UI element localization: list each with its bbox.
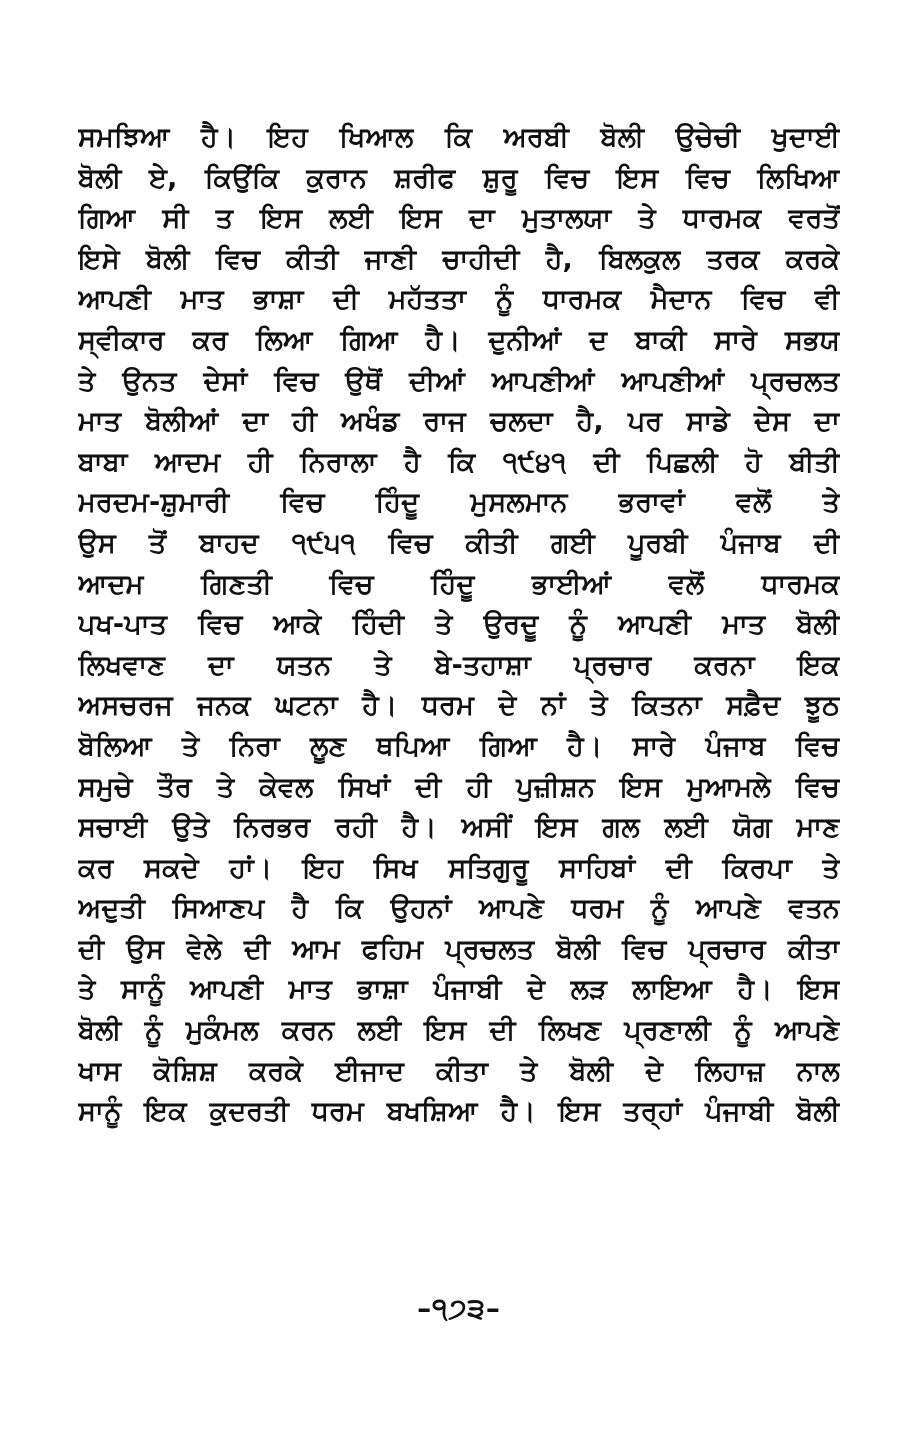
text-line: ਗਿਆ ਸੀ ਤ ਇਸ ਲਈ ਇਸ ਦਾ ਮੁਤਾਲਯਾ ਤੇ ਧਾਰਮਕ ਵਰਤੋਂ [78, 203, 840, 235]
text-line: ਬਾਬਾ ਆਦਮ ਹੀ ਨਿਰਾਲਾ ਹੈ ਕਿ ੧੯੪੧ ਦੀ ਪਿਛਲੀ ਹੋ ਬੀਤੀ [78, 446, 840, 478]
text-line: ਬੋਲੀ ਨੂੰ ਮੁਕੰਮਲ ਕਰਨ ਲਈ ਇਸ ਦੀ ਲਿਖਣ ਪ੍ਰਣਾਲੀ ਨੂੰ ਆਪਣੇ [78, 1015, 840, 1047]
text-line: ਲਿਖਵਾਣ ਦਾ ਯਤਨ ਤੇ ਬੇ-ਤਹਾਸ਼ਾ ਪ੍ਰਚਾਰ ਕਰਨਾ ਇਕ [78, 649, 840, 681]
text-line: ਤੇ ਸਾਨੂੰ ਆਪਣੀ ਮਾਤ ਭਾਸ਼ਾ ਪੰਜਾਬੀ ਦੇ ਲੜ ਲਾਇਆ ਹੈ। ਇਸ [78, 974, 840, 1006]
text-line: ਇਸੇ ਬੋਲੀ ਵਿਚ ਕੀਤੀ ਜਾਣੀ ਚਾਹੀਦੀ ਹੈ, ਬਿਲਕੁਲ ਤਰਕ ਕਰਕੇ [78, 243, 840, 275]
text-line: ਖਾਸ ਕੋਸ਼ਿਸ਼ ਕਰਕੇ ਈਜਾਦ ਕੀਤਾ ਤੇ ਬੋਲੀ ਦੇ ਲਿਹਾਜ਼ ਨਾਲ [78, 1055, 840, 1087]
body-text [78, 118, 840, 1133]
text-line: ਸਮਝਿਆ ਹੈ। ਇਹ ਖਿਆਲ ਕਿ ਅਰਬੀ ਬੋਲੀ ਉਚੇਚੀ ਖੁਦਾਈ [78, 122, 840, 153]
text-line: ਦੀ ਉਸ ਵੇਲੇ ਦੀ ਆਮ ਫਹਿਮ ਪ੍ਰਚਲਤ ਬੋਲੀ ਵਿਚ ਪ੍ਰਚਾਰ ਕੀਤਾ [78, 933, 840, 965]
text-line: ਸਮੁਚੇ ਤੌਰ ਤੇ ਕੇਵਲ ਸਿਖਾਂ ਦੀ ਹੀ ਪੁਜ਼ੀਸ਼ਨ ਇਸ ਮੁਆਮਲੇ ਵਿਚ [78, 771, 840, 803]
text-line: ਪਖ-ਪਾਤ ਵਿਚ ਆਕੇ ਹਿੰਦੀ ਤੇ ਉਰਦੂ ਨੂੰ ਆਪਣੀ ਮਾਤ ਬੋਲੀ [78, 609, 840, 641]
page-number: –੧੭੩– [417, 1292, 501, 1325]
text-line: ਸਾਨੂੰ ਇਕ ਕੁਦਰਤੀ ਧਰਮ ਬਖਸ਼ਿਆ ਹੈ। ਇਸ ਤਰ੍ਹਾਂ ਪੰਜਾਬੀ ਬੋਲੀ [78, 1096, 840, 1128]
text-line: ਅਦੁਤੀ ਸਿਆਣਪ ਹੈ ਕਿ ਉਹਨਾਂ ਆਪਣੇ ਧਰਮ ਨੂੰ ਆਪਣੇ ਵਤਨ [78, 893, 840, 925]
text-line: ਸਚਾਈ ਉਤੇ ਨਿਰਭਰ ਰਹੀ ਹੈ। ਅਸੀਂ ਇਸ ਗਲ ਲਈ ਯੋਗ ਮਾਣ [78, 812, 840, 844]
text-line: ਸ੍ਵੀਕਾਰ ਕਰ ਲਿਆ ਗਿਆ ਹੈ। ਦੁਨੀਆਂ ਦ ਬਾਕੀ ਸਾਰੇ ਸਭਯ [78, 324, 840, 356]
text-line: ਉਸ ਤੋਂ ਬਾਹਦ ੧੯੫੧ ਵਿਚ ਕੀਤੀ ਗਈ ਪੂਰਬੀ ਪੰਜਾਬ ਦੀ [78, 527, 840, 559]
text-line: ਮਰਦਮ-ਸ਼ੁਮਾਰੀ ਵਿਚ ਹਿੰਦੂ ਮੁਸਲਮਾਨ ਭਰਾਵਾਂ ਵਲੋਂ ਤੇ [78, 487, 840, 519]
text-line: ਬੋਲੀ ਏ, ਕਿਉਂਕਿ ਕੁਰਾਨ ਸ਼ਰੀਫ ਸ਼ੁਰੂ ਵਿਚ ਇਸ ਵਿਚ ਲਿਖਿਆ [78, 162, 840, 194]
text-line: ਮਾਤ ਬੋਲੀਆਂ ਦਾ ਹੀ ਅਖੰਡ ਰਾਜ ਚਲਦਾ ਹੈ, ਪਰ ਸਾਡੇ ਦੇਸ ਦਾ [78, 406, 840, 438]
text-line: ਆਦਮ ਗਿਣਤੀ ਵਿਚ ਹਿੰਦੂ ਭਾਈਆਂ ਵਲੋਂ ਧਾਰਮਕ [78, 568, 840, 600]
text-line: ਕਰ ਸਕਦੇ ਹਾਂ। ਇਹ ਸਿਖ ਸਤਿਗੁਰੂ ਸਾਹਿਬਾਂ ਦੀ ਕਿਰਪਾ ਤੇ [78, 852, 840, 884]
text-line: ਆਪਣੀ ਮਾਤ ਭਾਸ਼ਾ ਦੀ ਮਹੱਤਤਾ ਨੂੰ ਧਾਰਮਕ ਮੈਦਾਨ ਵਿਚ ਵੀ [78, 284, 840, 316]
text-line: ਅਸਚਰਜ ਜਨਕ ਘਟਨਾ ਹੈ। ਧਰਮ ਦੇ ਨਾਂ ਤੇ ਕਿਤਨਾ ਸਫ਼ੈਦ ਝੂਠ [78, 690, 840, 722]
text-line: ਬੋਲਿਆ ਤੇ ਨਿਰਾ ਲੂਣ ਥਪਿਆ ਗਿਆ ਹੈ। ਸਾਰੇ ਪੰਜਾਬ ਵਿਚ [78, 730, 840, 762]
text-line: ਤੇ ਉਨਤ ਦੇਸਾਂ ਵਿਚ ਉਥੋਂ ਦੀਆਂ ਆਪਣੀਆਂ ਆਪਣੀਆਂ ਪ੍ਰਚਲਤ [78, 365, 840, 397]
